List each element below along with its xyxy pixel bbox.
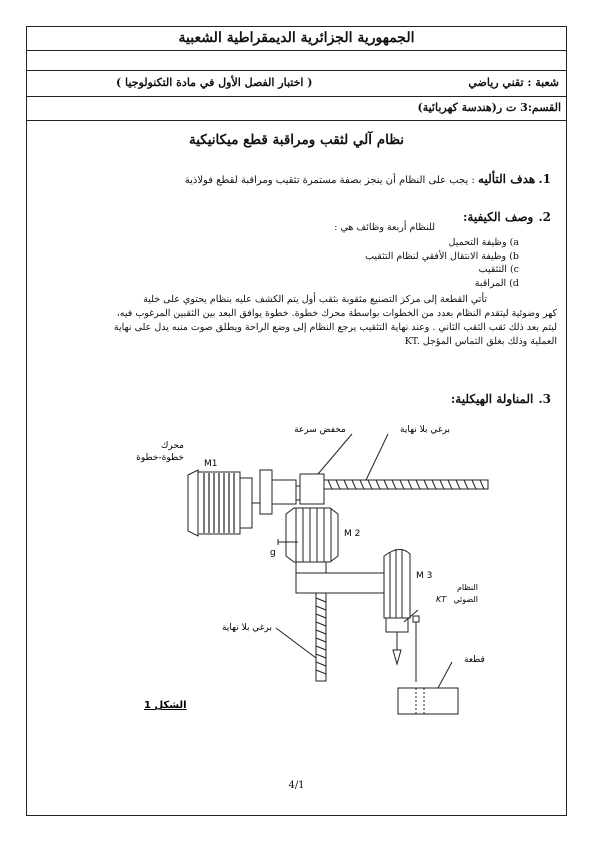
m2-label: M 2 xyxy=(344,529,361,539)
top-screw-leader xyxy=(366,434,388,480)
figure-1-diagram xyxy=(100,418,540,723)
function-list xyxy=(219,236,519,290)
motor-m2 xyxy=(278,508,338,576)
nut-block xyxy=(300,474,324,504)
g-label: g xyxy=(270,548,276,558)
section-1-number: 1. xyxy=(538,172,551,186)
function-item-a: a) وظيفة التحميل xyxy=(448,237,519,248)
paragraph-line-4: العملية وذلك بغلق التماس المؤجل KT. xyxy=(404,336,557,347)
section-2-heading: وصف الكيفية: xyxy=(462,210,534,224)
section-1-heading: هدف التأليه xyxy=(478,172,536,186)
section-2-number: 2. xyxy=(538,210,551,224)
paragraph-line-2: كهر وضوئية ليتقدم النظام بعدد من الخطوات بواسطة محرك خطوة. خطوة يوافق البعد بين الثقبين المرغوب فيه، xyxy=(116,308,557,319)
section-3-number: 3. xyxy=(538,392,551,406)
motor-label-line-2: خطوة-خطوة xyxy=(136,453,184,463)
top-endless-screw xyxy=(308,480,488,489)
section-2-heading-line xyxy=(51,206,551,225)
optical-label-line-1: النظام xyxy=(456,583,478,592)
section-1 xyxy=(51,172,551,186)
exam-label: ( اختبار الفصل الأول في مادة التكنولوجيا ) xyxy=(116,76,313,89)
branch-label: شعبة : تقني رياضي xyxy=(468,76,559,89)
class-label: القسم:3 ت ر(هندسة كهربائية) xyxy=(417,101,561,114)
stepper-motor-m1 xyxy=(188,470,260,536)
motor-label-line-1: محرك xyxy=(160,441,184,451)
horizontal-arm xyxy=(296,573,392,593)
vertical-endless-screw xyxy=(316,593,326,681)
blank-row xyxy=(26,50,567,70)
m3-label: M 3 xyxy=(416,571,433,581)
top-screw-label: برغي بلا نهاية xyxy=(400,425,451,435)
kt-label: KT xyxy=(436,595,447,604)
description-paragraph xyxy=(34,293,557,349)
piece-label: قطعة xyxy=(464,655,485,665)
info-row xyxy=(26,70,567,96)
section-3-heading-line xyxy=(51,388,551,407)
contact-kt-symbol: KT. xyxy=(404,336,420,347)
work-piece xyxy=(398,688,458,714)
section-1-text: : يجب على النظام أن ينجز بصفة مستمرة تثقيب ومراقبة لقطع فولاذية xyxy=(184,175,475,186)
section-2-intro: للنظام أربعة وظائف هي : xyxy=(334,222,435,233)
republic-header: الجمهورية الجزائرية الديمقراطية الشعبية xyxy=(178,30,415,46)
doc-title: نظام آلي لثقب ومراقبة قطع ميكانيكية xyxy=(188,132,405,148)
function-item-c: c) التثقيب xyxy=(478,264,519,275)
paragraph-line-1: تأتي القطعة إلى مركز التصنيع مثقوبة بثقب أول يتم الكشف عليه بنظام يحتوي على خلية xyxy=(143,294,487,305)
optical-sensor xyxy=(413,616,419,682)
paragraph-line-3: ليتم بعد ذلك ثقب الثقب الثاني . وعند نهاية التثقيب يرجع النظام إلى وضع الراحة ويطلق صوت منبه يدل على نهاية xyxy=(113,322,557,333)
reducer-label: مخفض سرعة xyxy=(294,425,346,435)
reducer-leader xyxy=(318,434,352,474)
motor-m3 xyxy=(384,549,410,664)
piece-leader xyxy=(438,662,452,688)
function-item-b: b) وظيفة الانتقال الأفقي لنظام التثقيب xyxy=(365,250,519,262)
content-separator xyxy=(26,120,567,121)
page-number: 4/1 xyxy=(288,780,305,791)
section-3-heading: المناولة الهيكلية: xyxy=(450,392,534,406)
m1-label: M1 xyxy=(204,459,218,469)
bottom-screw-leader xyxy=(276,628,316,658)
bottom-screw-label: برغي بلا نهاية xyxy=(221,623,272,633)
class-row xyxy=(26,96,567,120)
optical-label-line-2: الضوئي xyxy=(453,595,478,604)
figure-caption: الشكل 1 xyxy=(144,700,187,711)
function-item-d: d) المراقبة xyxy=(474,277,519,289)
